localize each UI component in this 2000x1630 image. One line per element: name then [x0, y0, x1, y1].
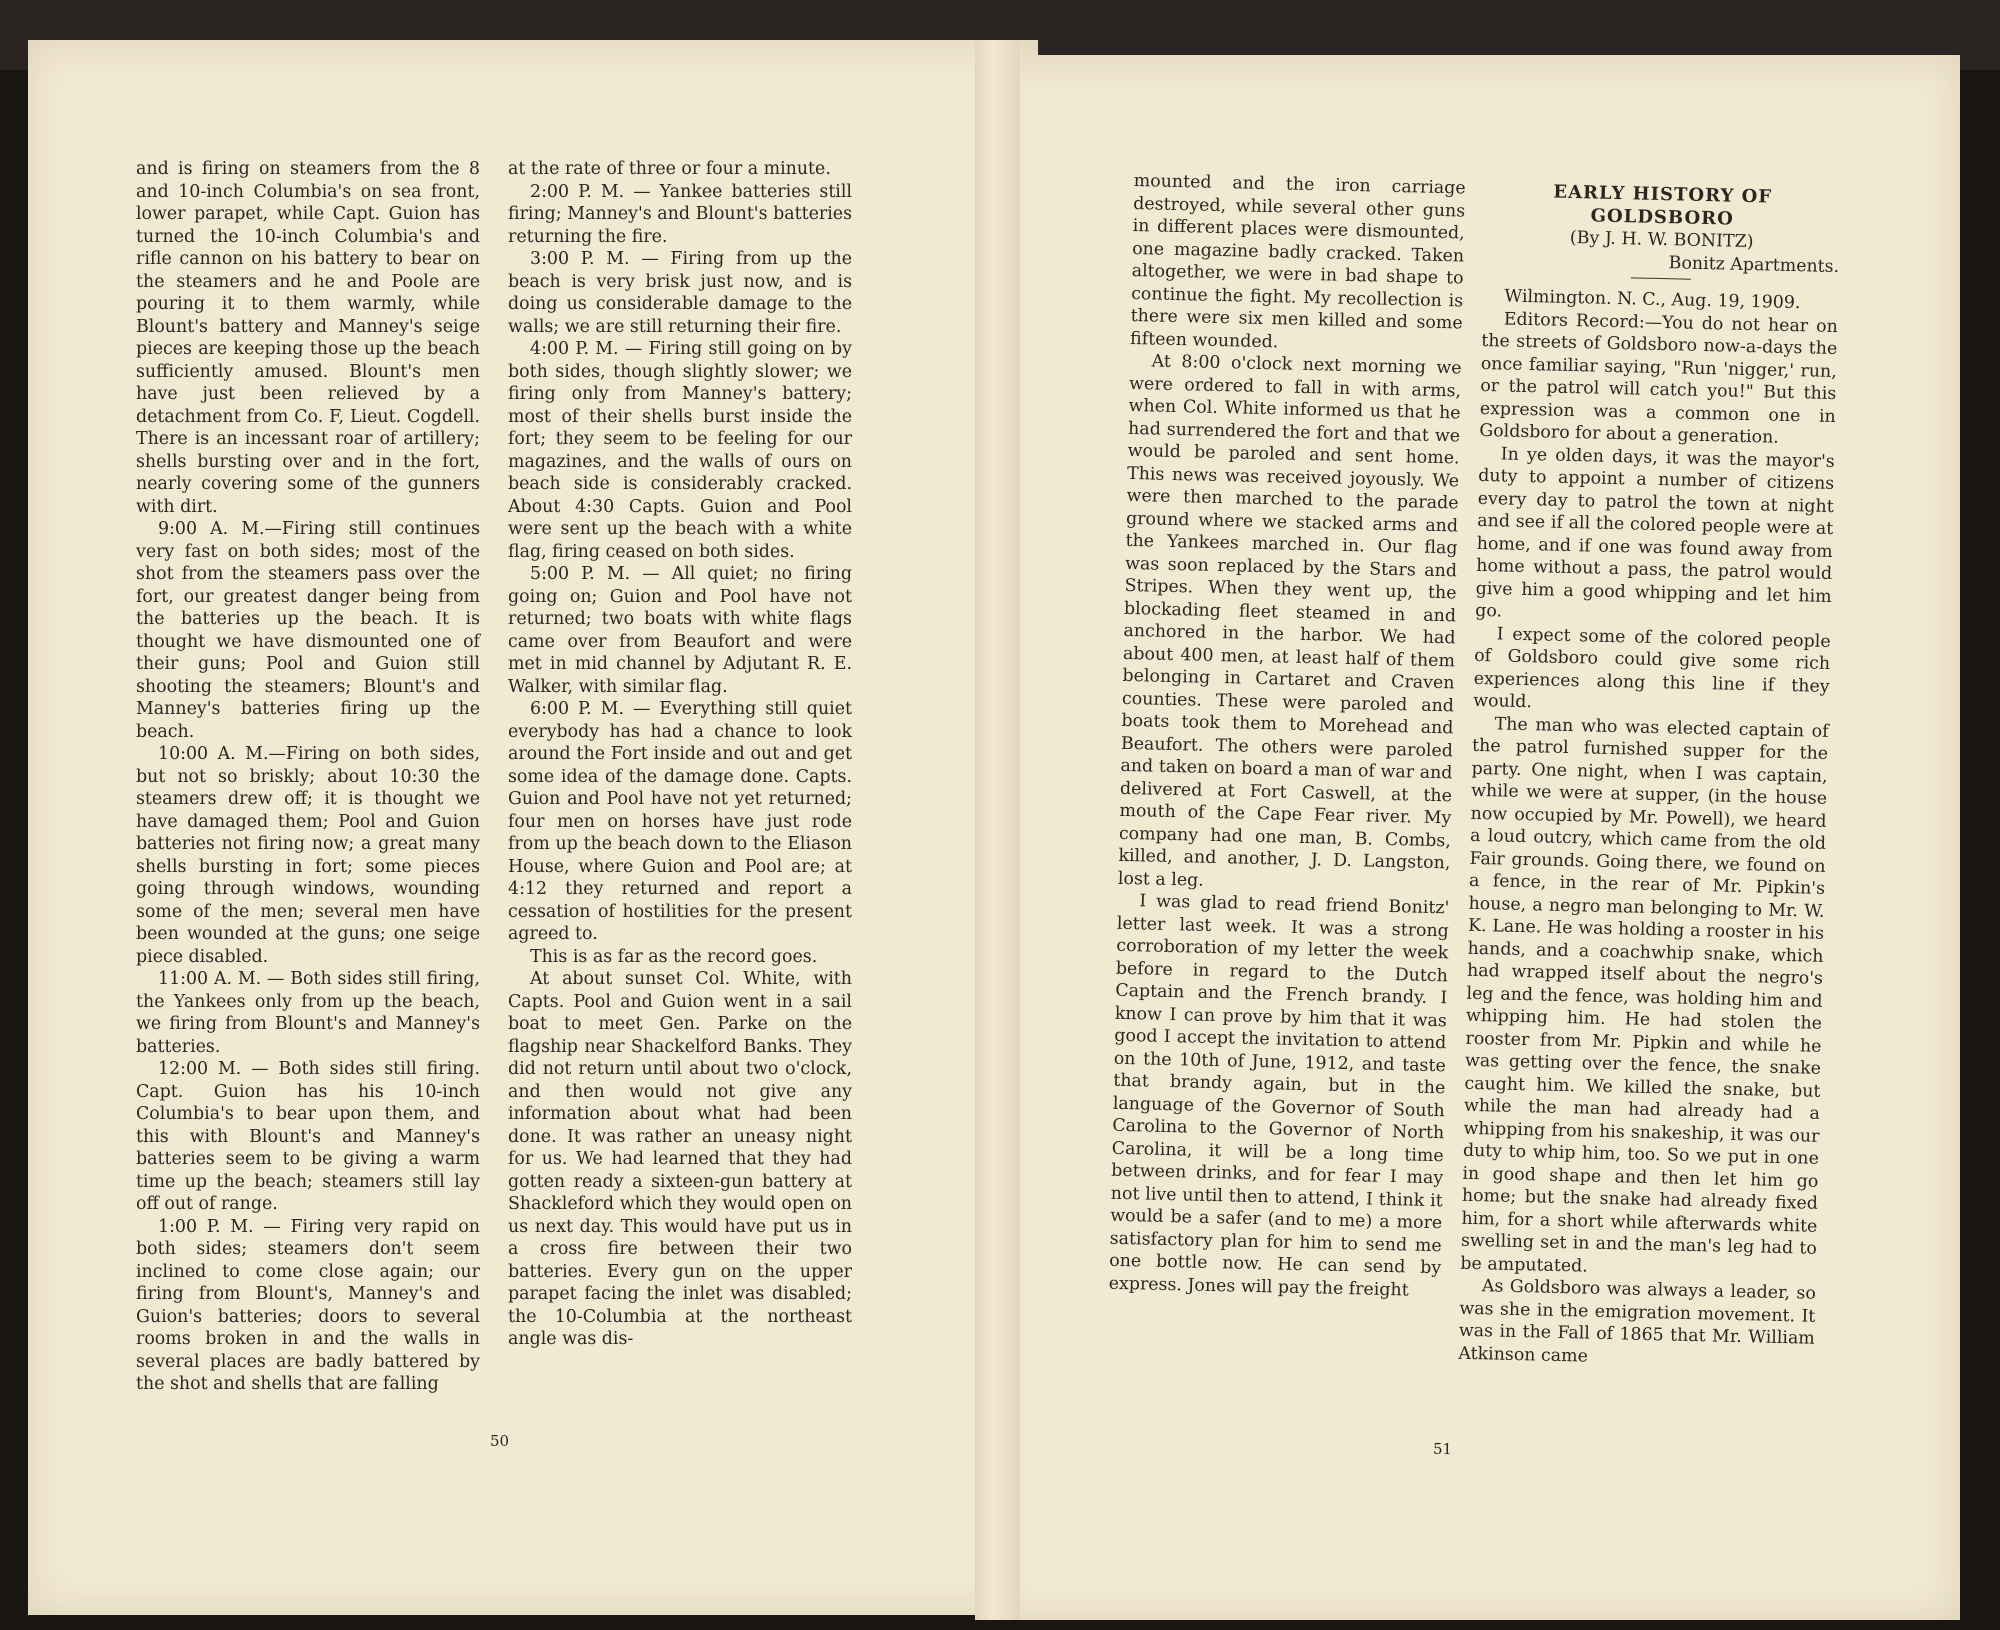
paragraph: 2:00 P. M. — Yankee batteries still firing; Manney's and Blount's batteries returning the fire.: [508, 181, 852, 247]
paragraph: The man who was elected captain of the patrol furnished supper for the party. One night, when I was captain, while we were at supper, (in the house now occupied by Mr. Powell), we heard a loud outcry, which came from the old Fair grounds. Going there, we found on a fence, in the rear of Mr. Pipkin's house, a negro man belonging to Mr. W. K. Lane. He was holding a rooster in his hands, and a coachwhip snake, which had wrapped itself about the negro's leg and the fence, was holding him and whipping him. He had stolen the rooster from Mr. Pipkin and while he was getting over the fence, the snake caught him. We killed the snake, but while the man had already had a whipping from his snakeship, it was our duty to whip him, too. So we put in one in good shape and then let him go home; but the snake had already fixed him, for a short while afterwards white swelling set in and the man's leg had to be amputated.: [1460, 713, 1829, 1277]
paragraph: 9:00 A. M.—Firing still continues very fast on both sides; most of the shot from the steamers pass over the fort, our greatest danger being from the batteries up the beach. It is thought we have dismounted one of their guns; Pool and Guion still shooting the steamers; Blount's and Manney's batteries firing up the beach.: [136, 519, 480, 742]
book-gutter: [975, 40, 1020, 1620]
page-number-left: 50: [490, 1432, 510, 1450]
paragraph: At 8:00 o'clock next morning we were ordered to fall in with arms, when Col. White informed us that he had surrendered the fort and that we would be paroled and sent home. This news was received joyously. We were then marched to the parade ground where we stacked arms and the Yankees marched in. Our flag was soon replaced by the Stars and Stripes. When they went up, the blockading fleet steamed in and anchored in the harbor. We had about 400 men, at least half of them belonging in Cartaret and Craven counties. These were paroled and boats took them to Morehead and Beaufort. The others were paroled and taken on board a man of war and delivered at Fort Caswell, at the mouth of the Cape Fear river. My company had one man, B. Combs, killed, and another, J. D. Langston, lost a leg.: [1117, 351, 1462, 891]
paragraph: 3:00 P. M. — Firing from up the beach is very brisk just now, and is doing us considerable damage to the walls; we are still returning their fire.: [508, 249, 852, 337]
right-column-d: [1458, 180, 1841, 1373]
article-dateline: Wilmington. N. C., Aug. 19, 1909.: [1504, 286, 1801, 314]
paragraph: at the rate of three or four a minute.: [508, 159, 831, 179]
left-column-a: [136, 158, 480, 1396]
paragraph: 6:00 P. M. — Everything still quiet everybody has had a chance to look around the Fort inside and out and get some idea of the damage done. Capts. Guion and Pool have not yet returned; four men on horses have just rode from up the beach down to the Eliason House, where Guion and Pool are; at 4:12 they returned and report a cessation of hostilities for the present agreed to.: [508, 699, 852, 944]
paragraph: As Goldsboro was always a leader, so was she in the emigration movement. It was in the Fall of 1865 that Mr. William Atkinson came: [1458, 1276, 1817, 1367]
title-rule: [1631, 277, 1691, 279]
paragraph: I expect some of the colored people of Goldsboro could give some rich experiences along this line if they would.: [1472, 623, 1831, 713]
paragraph: 1:00 P. M. — Firing very rapid on both sides; steamers don't seem inclined to come close again; our firing from Blount's, Manney's and Guion's batteries; doors to several rooms broken in and the walls in several places are badly battered by the shot and shells that are falling: [136, 1216, 480, 1394]
paragraph: 12:00 M. — Both sides still firing. Capt. Guion has his 10-inch Columbia's to bear upon them, and this with Blount's and Manney's batteries seem to be giving a warm time up the beach; steamers still lay off out of range.: [136, 1059, 480, 1214]
paragraph: and is firing on steamers from the 8 and 10-inch Columbia's on sea front, lower parapet, while Capt. Guion has turned the 10-inch Columbia's and rifle cannon on his battery to bear on the steamers and he and Poole are pouring it to them warmly, while Blount's battery and Manney's seige pieces are keeping those up the beach sufficiently amused. Blount's men have just been relieved by a detachment from Co. F, Lieut. Cogdell. There is an incessant roar of artillery; shells bursting over and in the fort, nearly covering some of the gunners with dirt.: [136, 159, 480, 517]
paragraph: I was glad to read friend Bonitz' letter last week. It was a strong corroboration of my letter the week before in regard to the Dutch Captain and the French brandy. I know I can prove by him that it was good I accept the invitation to attend on the 10th of June, 1912, and taste that brandy again, but in the language of the Governor of South Carolina to the Governor of North Carolina, it will be a long time between drinks, and for fear I may not live until then to attend, I think it would be a safer (and to me) a more satisfactory plan for him to send me one bottle now. He can send by express. Jones will pay the freight: [1108, 891, 1450, 1301]
paragraph: In ye olden days, it was the mayor's duty to appoint a number of citizens every day to patrol the town at night and see if all the colored people were at home, and if one was found away from home without a pass, the patrol would give him a good whipping and let him go.: [1474, 443, 1835, 622]
article-address: Bonitz Apartments.: [1668, 252, 1840, 277]
paragraph: This is as far as the record goes.: [530, 946, 818, 967]
paragraph: 4:00 P. M. — Firing still going on by both sides, though slightly slower; we firing only from Manney's battery; most of their shells burst inside the fort; they seem to be feeling for our magazines, and the walls of ours on beach side is considerably cracked. About 4:30 Capts. Guion and Pool were sent up the beach with a white flag, firing ceased on both sides.: [508, 339, 852, 562]
article-byline: (By J. H. W. BONITZ): [1569, 227, 1754, 253]
paragraph: Editors Record:—You do not hear on the streets of Goldsboro now-a-days the once familiar saying, "Run 'nigger,' run, or the patrol will catch you!" But this expression was a common one in Goldsboro for about a generation.: [1479, 308, 1838, 448]
paragraph: 10:00 A. M.—Firing on both sides, but not so briskly; about 10:30 the steamers drew off; it is thought we have damaged them; Pool and Guion batteries not firing now; a great many shells bursting in fort; some pieces going through windows, wounding some of the men; several men have been wounded at the guns; one seige piece disabled.: [136, 744, 480, 967]
paragraph: mounted and the iron carriage destroyed, while several other guns in different places were dismounted, one magazine badly cracked. Taken altogether, we were in bad shape to continue the fight. My recollection is there were six men killed and some fifteen wounded.: [1129, 170, 1466, 352]
page-number-right: 51: [1432, 1439, 1453, 1459]
paragraph: At about sunset Col. White, with Capts. Pool and Guion went in a sail boat to meet Gen. Parke on the flagship near Shackelford Banks. They did not return until about two o'clock, and then would not give any information about what had been done. It was rather an uneasy night for us. We had learned that they had gotten ready a sixteen-gun battery at Shackleford which they would open on us next day. This would have put us in a cross fire between their two batteries. Every gun on the upper parapet facing the inlet was disabled; the 10-Columbia at the northeast angle was dis-: [508, 969, 852, 1349]
left-column-b: [508, 158, 852, 1351]
paragraph: 5:00 P. M. — All quiet; no firing going on; Guion and Pool have not returned; two boats with white flags came over from Beaufort and were met in mid channel by Adjutant R. E. Walker, with similar flag.: [508, 564, 852, 697]
article-title: EARLY HISTORY OF GOLDSBORO: [1553, 181, 1773, 230]
right-column-c: [1108, 170, 1465, 1302]
paragraph: 11:00 A. M. — Both sides still firing, the Yankees only from up the beach, we firing from Blount's and Manney's batteries.: [136, 969, 480, 1057]
